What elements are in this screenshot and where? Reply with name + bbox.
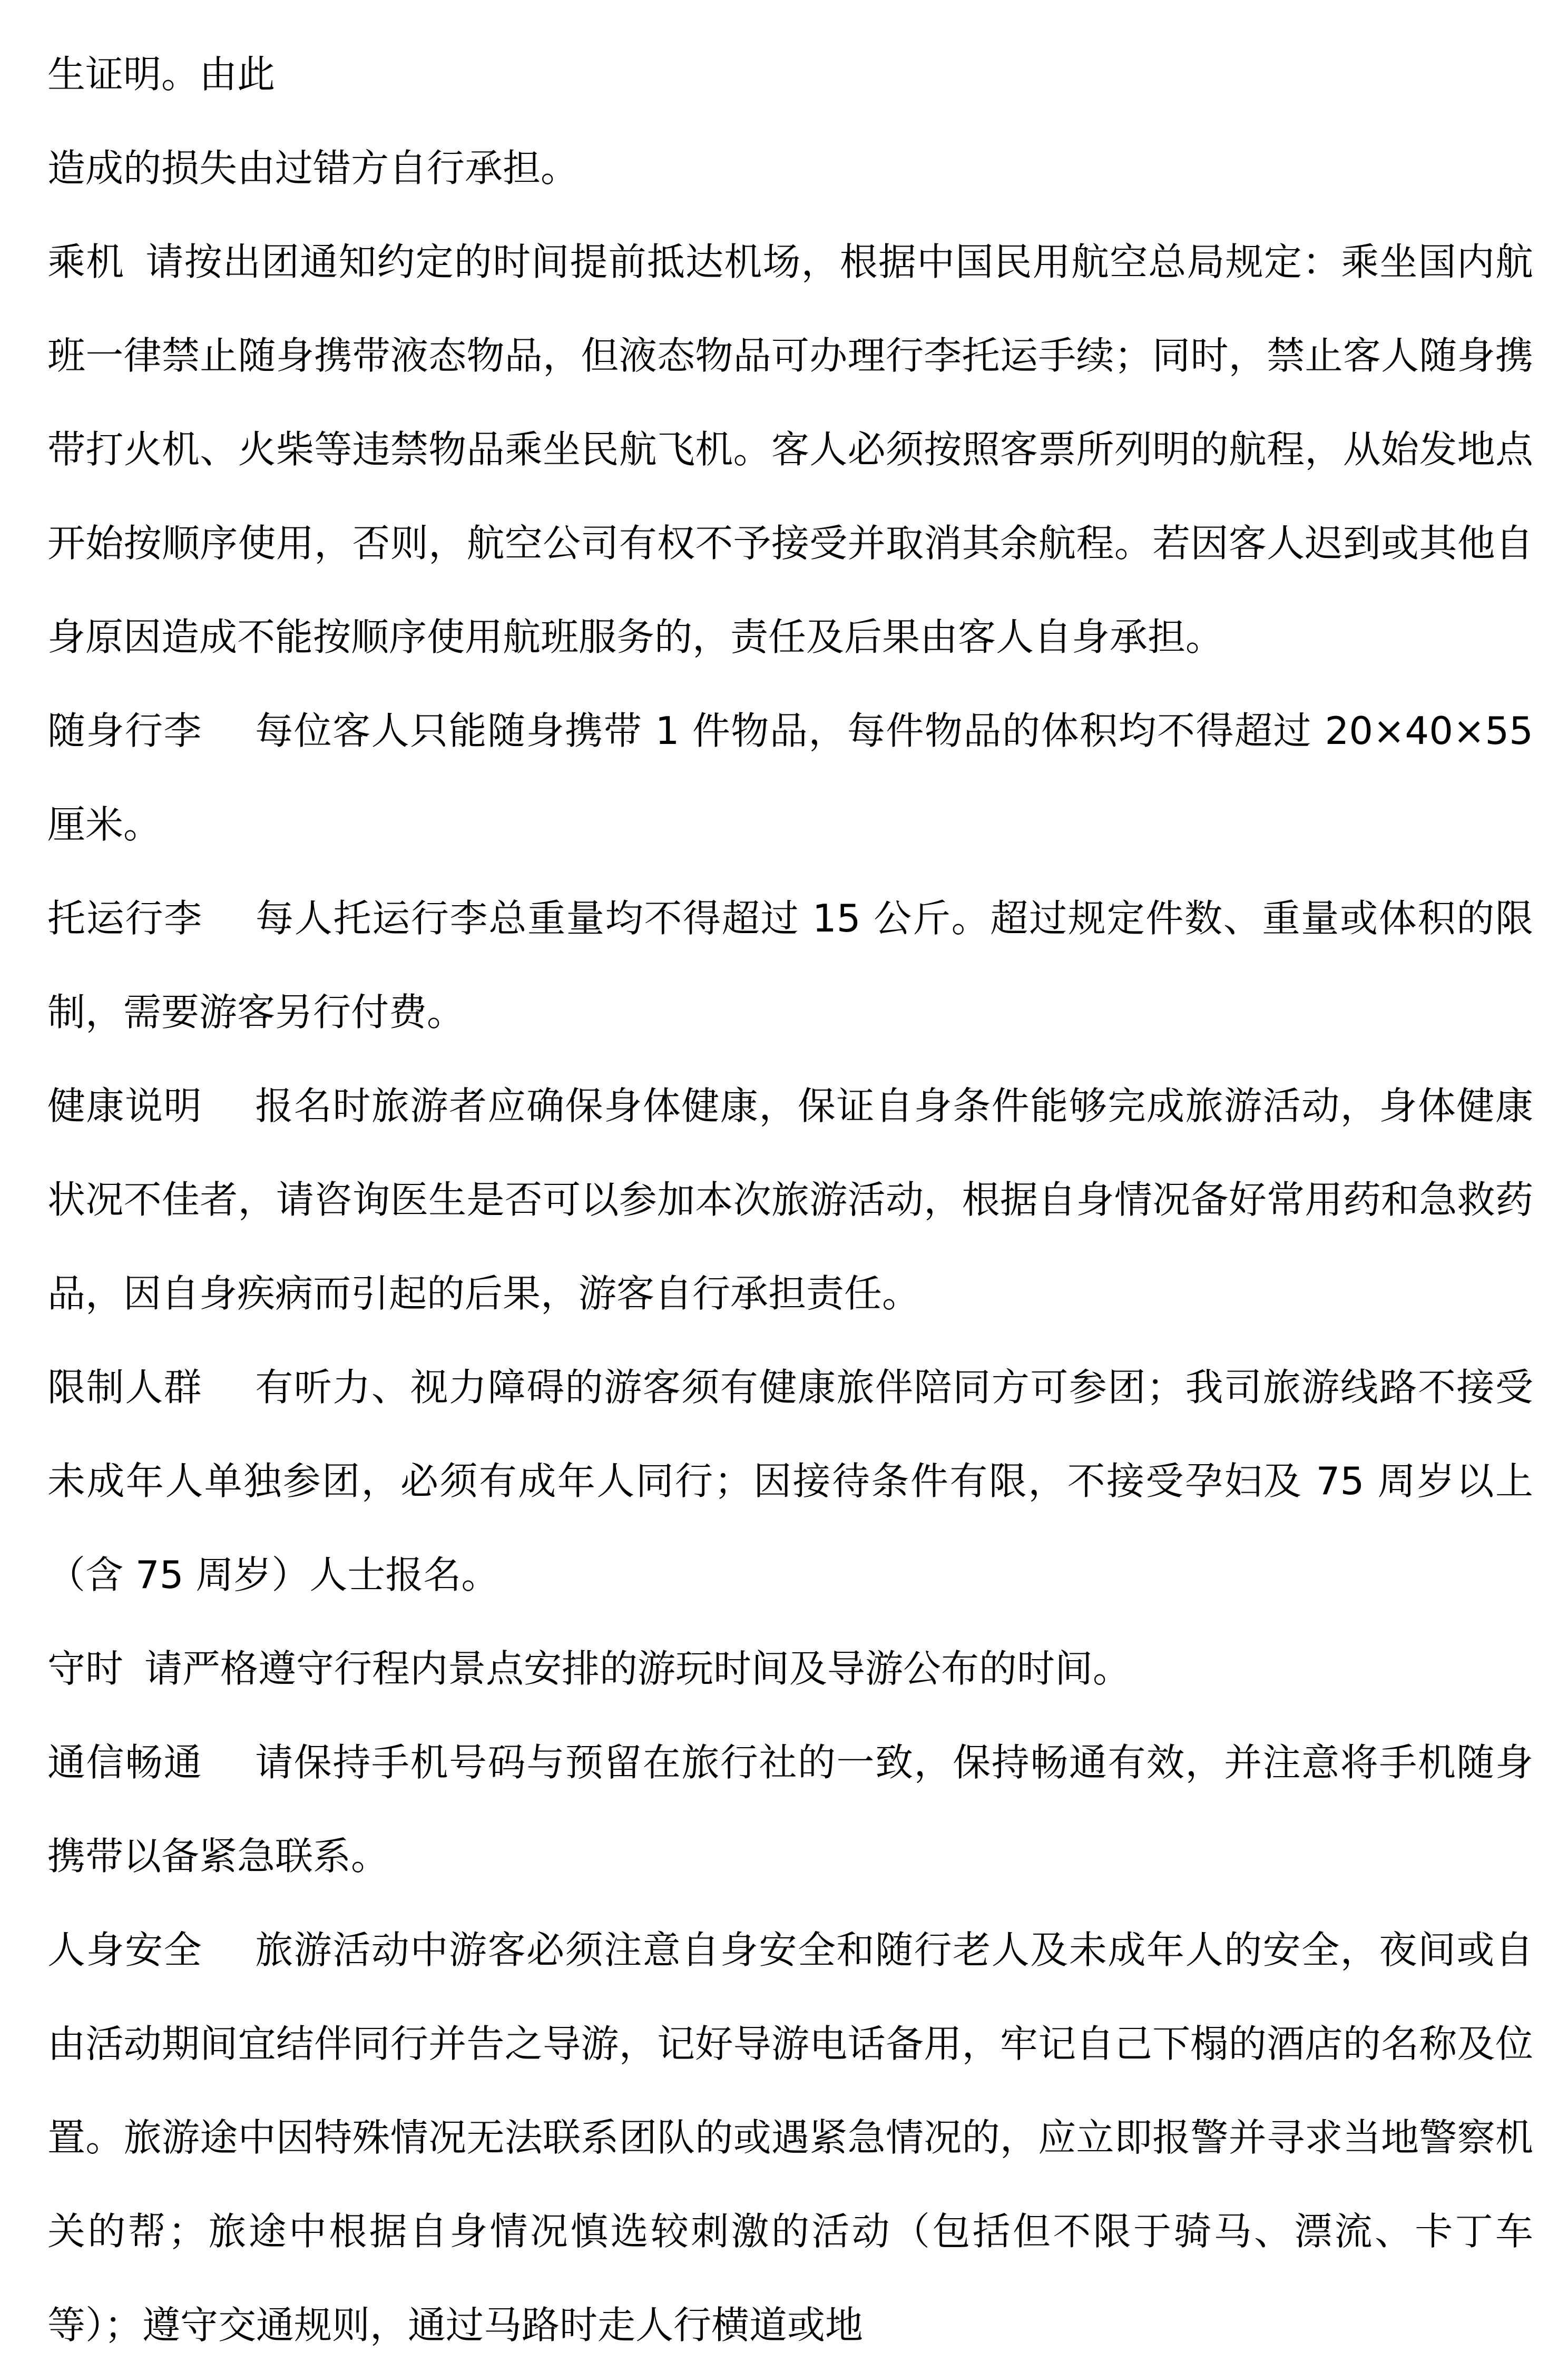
paragraph-text: 造成的损失由过错方自行承担。 — [47, 146, 579, 190]
paragraph-text: 每位客人只能随身携带 1 件物品，每件物品的体积均不得超过 20×40×55 厘米。 — [47, 709, 1533, 847]
paragraph-carry-on-luggage — [47, 684, 1533, 871]
paragraph-health-notice — [47, 1059, 1533, 1340]
paragraph-checked-luggage — [47, 871, 1533, 1059]
paragraph-continuation-1 — [47, 27, 1533, 121]
paragraph-term: 托运行李 — [47, 896, 203, 940]
paragraph-term: 乘机 — [47, 240, 125, 284]
paragraph-term: 随身行李 — [47, 709, 203, 753]
paragraph-text: 请严格遵守行程内景点安排的游玩时间及导游公布的时间。 — [144, 1646, 1131, 1691]
paragraph-continuation-2 — [47, 121, 1533, 215]
paragraph-restricted-groups — [47, 1340, 1533, 1622]
paragraph-text: 旅游活动中游客必须注意自身安全和随行老人及未成年人的安全，夜间或自由活动期间宜结伴同行并告之导游，记好导游电话备用，牢记自己下榻的酒店的名称及位置。旅游途中因特殊情况无法联系团队的或遇紧急情况的，应立即报警并寻求当地警察机关的帮；旅途中根据自身情况慎选较刺激的活动（包括但不限于骑马、漂流、卡丁车等）；遵守交通规则，通过马路时走人行横道或地 — [47, 1928, 1533, 2347]
paragraph-term: 人身安全 — [47, 1928, 203, 1972]
paragraph-boarding — [47, 215, 1533, 684]
paragraph-text: 报名时旅游者应确保身体健康，保证自身条件能够完成旅游活动，身体健康状况不佳者，请咨询医生是否可以参加本次旅游活动，根据自身情况备好常用药和急救药品，因自身疾病而引起的后果，游客自行承担责任。 — [47, 1084, 1533, 1316]
document-page — [47, 27, 1533, 2372]
paragraph-text: 请保持手机号码与预留在旅行社的一致，保持畅通有效，并注意将手机随身携带以备紧急联系。 — [47, 1740, 1533, 1878]
paragraph-punctuality — [47, 1622, 1533, 1716]
paragraph-personal-safety — [47, 1903, 1533, 2372]
paragraph-text: 请按出团通知约定的时间提前抵达机场，根据中国民用航空总局规定：乘坐国内航班一律禁止随身携带液态物品，但液态物品可办理行李托运手续；同时，禁止客人随身携带打火机、火柴等违禁物品乘坐民航飞机。客人必须按照客票所列明的航程，从始发地点开始按顺序使用，否则，航空公司有权不予接受并取消其余航程。若因客人迟到或其他自身原因造成不能按顺序使用航班服务的，责任及后果由客人自身承担。 — [47, 240, 1533, 659]
paragraph-communication — [47, 1716, 1533, 1903]
paragraph-text: 生证明。由此 — [47, 52, 276, 96]
paragraph-term: 守时 — [47, 1646, 124, 1691]
paragraph-text: 每人托运行李总重量均不得超过 15 公斤。超过规定件数、重量或体积的限制，需要游客另行付费。 — [47, 896, 1533, 1034]
paragraph-term: 通信畅通 — [47, 1740, 203, 1785]
paragraph-term: 限制人群 — [47, 1365, 203, 1409]
paragraph-term: 健康说明 — [47, 1084, 203, 1128]
paragraph-text: 有听力、视力障碍的游客须有健康旅伴陪同方可参团；我司旅游线路不接受未成年人单独参团，必须有成年人同行；因接待条件有限，不接受孕妇及 75 周岁以上（含 75 周岁）人士报名。 — [47, 1365, 1533, 1597]
